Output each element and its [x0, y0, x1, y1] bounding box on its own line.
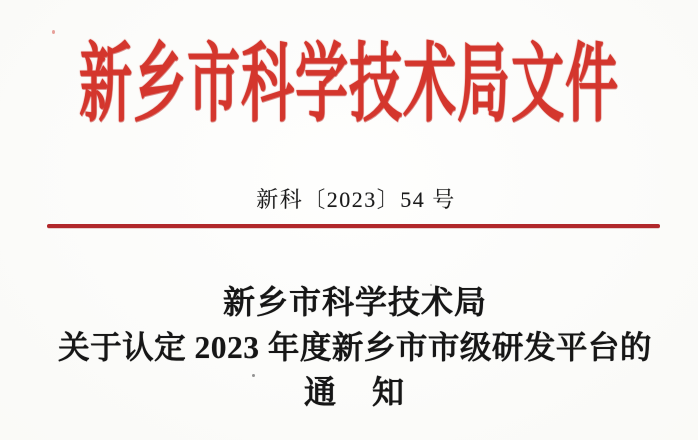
letterhead [0, 40, 698, 132]
notice-title-notice-word: 通 知 [303, 374, 406, 410]
notice-title-subject: 关于认定 2023 年度新乡市市级研发平台的 [58, 330, 652, 365]
scan-speck [430, 284, 432, 286]
red-divider-line [47, 224, 660, 228]
scan-speck [52, 30, 55, 34]
document-number: 新科〔2023〕54 号 [256, 187, 456, 212]
notice-title-issuer: 新乡市科学技术局 [222, 284, 487, 320]
scan-speck [252, 374, 255, 377]
letterhead-title: 新乡市科学技术局文件 [79, 38, 619, 133]
